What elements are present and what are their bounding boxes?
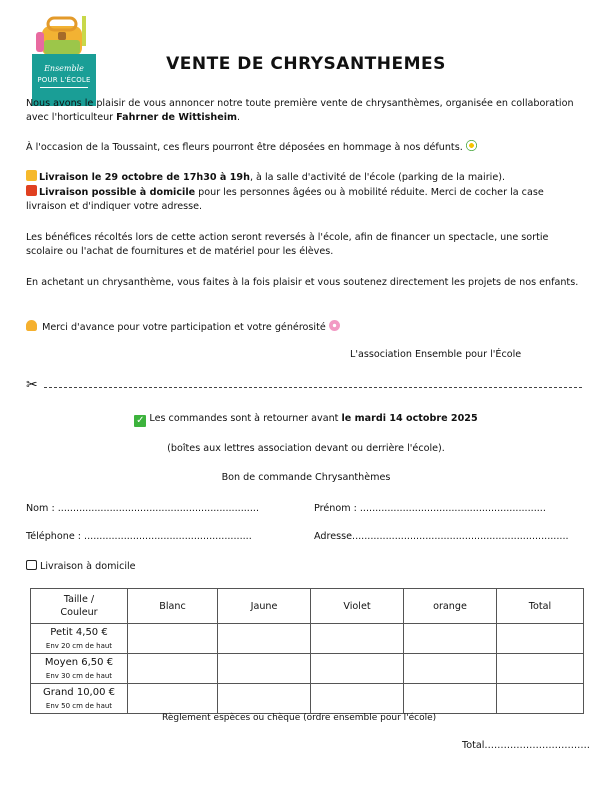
praying-hands-icon <box>26 320 37 331</box>
checkbox-icon[interactable] <box>26 560 37 570</box>
telephone-field[interactable]: Téléphone : ....................................................... <box>26 531 252 542</box>
pink-flower-icon <box>329 320 340 331</box>
column-header-blanc: Blanc <box>128 589 218 624</box>
thanks-text: Merci d'avance pour votre participation et votre générosité <box>42 322 326 333</box>
size-label: Grand 10,00 € <box>42 686 116 698</box>
table-row <box>31 654 584 684</box>
size-height: Env 20 cm de haut <box>45 641 113 650</box>
home-delivery-checkbox[interactable] <box>26 560 136 572</box>
size-cell-grand <box>31 684 128 714</box>
size-label: Moyen 6,50 € <box>44 656 114 668</box>
qty-cell-grand-violet[interactable] <box>311 684 404 714</box>
prenom-field[interactable]: Prénom : ............................................................. <box>314 503 546 514</box>
qty-cell-moyen-jaune[interactable] <box>218 654 311 684</box>
qty-cell-petit-orange[interactable] <box>404 624 497 654</box>
header-size-line2: Couleur <box>60 607 98 618</box>
qty-cell-petit-violet[interactable] <box>311 624 404 654</box>
support-paragraph: En achetant un chrysanthème, vous faites à la fois plaisir et vous soutenez directement les projets de nos enfants. <box>26 277 579 288</box>
qty-cell-moyen-violet[interactable] <box>311 654 404 684</box>
page-title: VENTE DE CHRYSANTHEMES <box>166 54 446 74</box>
intro-paragraph <box>26 97 586 125</box>
home-delivery-label: Livraison possible à domicile <box>39 187 196 198</box>
delivery-line-2 <box>26 185 586 214</box>
grand-total-field[interactable]: Total…………………………… <box>462 740 590 751</box>
logo-text-ensemble: Ensemble <box>44 64 84 73</box>
home-delivery-checkbox-label: Livraison à domicile <box>40 561 136 572</box>
table-row <box>31 624 584 654</box>
size-cell-moyen <box>31 654 128 684</box>
table-row <box>31 684 584 714</box>
qty-cell-grand-orange[interactable] <box>404 684 497 714</box>
thanks-line <box>26 320 586 335</box>
qty-cell-moyen-blanc[interactable] <box>128 654 218 684</box>
toussaint-text: À l'occasion de la Toussaint, ces fleurs pourront être déposées en hommage à nos défunts. <box>26 142 463 153</box>
adresse-field[interactable]: Adresse....................................................................... <box>314 531 569 542</box>
logo-underline <box>40 87 88 88</box>
payment-note: Règlement espèces ou chèque (ordre ensemble pour l'école) <box>162 713 437 723</box>
signature: L'association Ensemble pour l'École <box>350 349 522 360</box>
size-label: Petit 4,50 € <box>50 626 108 638</box>
column-header-orange: orange <box>404 589 497 624</box>
header-size-line1: Taille / <box>63 594 95 605</box>
delivery-info <box>26 170 586 214</box>
deadline-date: le mardi 14 octobre 2025 <box>341 413 478 424</box>
green-check-icon: ✓ <box>136 415 145 426</box>
size-height: Env 50 cm de haut <box>45 701 113 710</box>
qty-cell-grand-blanc[interactable] <box>128 684 218 714</box>
cut-line <box>26 377 582 394</box>
qty-cell-moyen-total[interactable] <box>497 654 584 684</box>
delivery-line-1 <box>26 170 586 185</box>
qty-cell-grand-total[interactable] <box>497 684 584 714</box>
qty-cell-petit-blanc[interactable] <box>128 624 218 654</box>
home-delivery-text: pour les personnes âgées ou à mobilité réduite. Merci de cocher la case livraison et d'indiquer votre adresse. <box>26 187 544 212</box>
delivery-location: , à la salle d'activité de l'école (parking de la mairie). <box>249 172 506 183</box>
return-note: (boîtes aux lettres association devant ou derrière l'école). <box>167 443 445 454</box>
size-height: Env 30 cm de haut <box>45 671 113 680</box>
toussaint-paragraph <box>26 140 586 155</box>
order-table <box>30 588 584 714</box>
pointing-hand-icon <box>26 170 37 181</box>
column-header-jaune: Jaune <box>218 589 311 624</box>
qty-cell-moyen-orange[interactable] <box>404 654 497 684</box>
deadline-text: Les commandes sont à retourner avant <box>149 413 342 424</box>
dashed-divider <box>44 387 582 388</box>
qty-cell-petit-total[interactable] <box>497 624 584 654</box>
size-cell-petit <box>31 624 128 654</box>
delivery-date: Livraison le 29 octobre de 17h30 à 19h <box>39 172 250 183</box>
column-header-violet: Violet <box>311 589 404 624</box>
nom-field[interactable]: Nom : .................................................................. <box>26 503 259 514</box>
logo-text-pour-lecole: POUR L'ÉCOLE <box>37 76 91 84</box>
delivery-truck-icon <box>26 185 37 196</box>
deadline-line <box>0 413 612 427</box>
scissors-icon: ✂ <box>26 377 38 393</box>
intro-period: . <box>236 112 241 123</box>
intro-text: Nous avons le plaisir de vous annoncer notre toute première vente de chrysanthèmes, organisée en collaboration avec l'horticulteur <box>26 98 574 123</box>
size-color-header <box>31 589 128 624</box>
column-header-total: Total <box>497 589 584 624</box>
backpack-icon <box>30 12 96 58</box>
white-flower-icon <box>466 140 477 151</box>
qty-cell-petit-jaune[interactable] <box>218 624 311 654</box>
horticulturist-name: Fahrner de Wittisheim <box>116 112 237 123</box>
order-form-heading: Bon de commande Chrysanthèmes <box>221 472 391 483</box>
table-header-row <box>31 589 584 624</box>
benefits-paragraph: Les bénéfices récoltés lors de cette action seront reversés à l'école, afin de financer un spectacle, une sortie scolaire ou l'achat de fournitures et de matériel pour les élèves. <box>26 232 549 257</box>
qty-cell-grand-jaune[interactable] <box>218 684 311 714</box>
